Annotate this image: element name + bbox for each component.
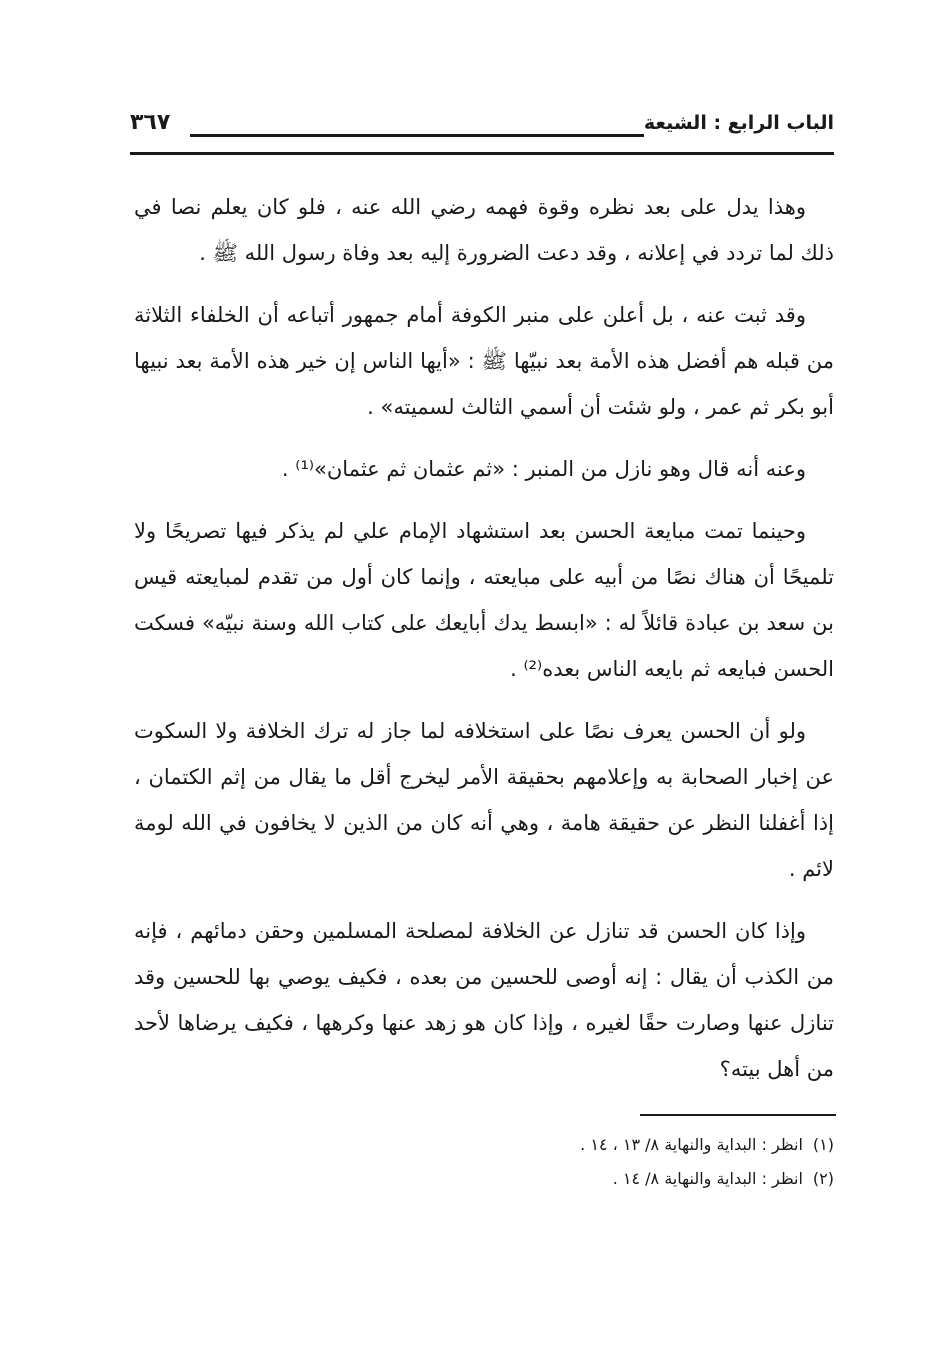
footnote-text: انظر : البداية والنهاية ٨/ ١٣ ، ١٤ . xyxy=(580,1135,803,1154)
running-header xyxy=(130,108,834,152)
footnote-item xyxy=(234,1128,834,1162)
paragraph: وقد ثبت عنه ، بل أعلن على منبر الكوفة أمام جمهور أتباعه أن الخلفاء الثلاثة من قبله هم أفضل هذه الأمة بعد نبيّها ﷺ : «أيها الناس إن خير هذه الأمة بعد نبيها أبو بكر ثم عمر ، ولو شئت أن أسمي الثالث لسميته» . xyxy=(134,303,834,419)
paragraph: وحينما تمت مبايعة الحسن بعد استشهاد الإمام علي لم يذكر فيها تصريحًا ولا تلميحًا أن هناك نصًا من أبيه على مبايعته ، وإنما كان أول من تقدم لمبايعته قيس بن سعد بن عبادة قائلاً له : «ابسط يدك أبايعك على كتاب الله وسنة نبيّه» فسكت الحسن فبايعه ثم بايعه الناس بعده⁽²⁾ . xyxy=(134,519,834,681)
chapter-title: الباب الرابع : الشيعة xyxy=(643,112,834,134)
paragraph: وإذا كان الحسن قد تنازل عن الخلافة لمصلحة المسلمين وحقن دمائهم ، فإنه من الكذب أن يقال : إنه أوصى للحسين من بعده ، فكيف يوصي بها للحسين وقد تنازل عنها وصارت حقًا لغيره ، وإذا كان هو زهد عنها وكرهها ، فكيف يرضاها لأحد من أهل بيته؟ xyxy=(134,919,834,1081)
footnote-number: (١) xyxy=(812,1135,834,1154)
footnote-number: (٢) xyxy=(812,1169,834,1188)
paragraph: وعنه أنه قال وهو نازل من المنبر : «ثم عثمان ثم عثمان»⁽¹⁾ . xyxy=(281,457,806,481)
footnote-item xyxy=(234,1162,834,1196)
footnote-text: انظر : البداية والنهاية ٨/ ١٤ . xyxy=(612,1169,803,1188)
footnotes xyxy=(234,1128,834,1196)
paragraph: وهذا يدل على بعد نظره وقوة فهمه رضي الله عنه ، فلو كان يعلم نصا في ذلك لما تردد في إعلانه ، وقد دعت الضرورة إليه بعد وفاة رسول الله ﷺ . xyxy=(134,195,834,265)
header-rule xyxy=(130,152,834,155)
page-body xyxy=(134,184,834,1108)
footnote-separator xyxy=(640,1114,836,1116)
paragraph: ولو أن الحسن يعرف نصًا على استخلافه لما جاز له ترك الخلافة ولا السكوت عن إخبار الصحابة به وإعلامهم بحقيقة الأمر ليخرج أقل ما يقال من إثم الكتمان ، إذا أغفلنا النظر عن حقيقة هامة ، وهي أنه كان من الذين لا يخافون في الله لومة لائم . xyxy=(134,719,834,881)
header-divider-line xyxy=(190,134,644,137)
page-number: ٣٦٧ xyxy=(130,110,171,135)
